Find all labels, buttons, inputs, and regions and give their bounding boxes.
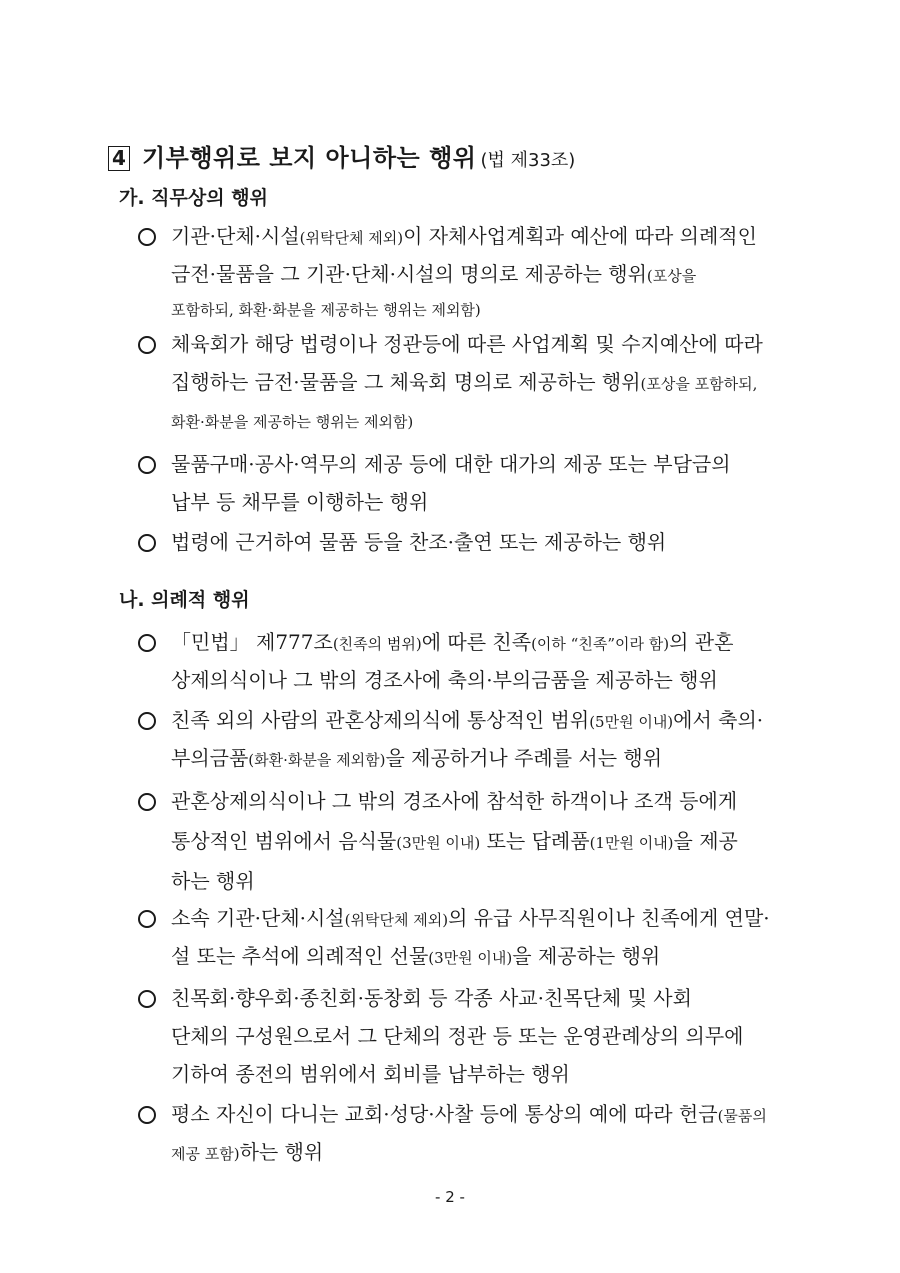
section-heading xyxy=(108,138,575,172)
item-line xyxy=(171,484,428,520)
text-run: 통상적인 범위에서 음식물 xyxy=(171,829,397,853)
text-run: 체육회가 해당 법령이나 정관등에 따른 사업계획 및 수지예산에 따라 xyxy=(171,332,763,356)
text-run: 평소 자신이 다니는 교회·성당·사찰 등에 통상의 예에 따라 헌금 xyxy=(171,1102,718,1126)
item-line xyxy=(171,364,757,400)
text-run-small: (포상을 포함하되, xyxy=(640,375,758,393)
text-run: 기하여 종전의 범위에서 회비를 납부하는 행위 xyxy=(171,1062,570,1086)
text-run: 에 따른 친족 xyxy=(421,630,532,654)
item-line xyxy=(171,446,731,482)
item-line xyxy=(171,402,413,438)
circle-bullet-icon xyxy=(138,534,156,552)
text-run: 물품구매·공사·역무의 제공 등에 대한 대가의 제공 또는 부담금의 xyxy=(171,452,731,476)
item-line xyxy=(171,1056,570,1092)
text-run: 부의금품 xyxy=(171,746,249,770)
text-run: 집행하는 금전·물품을 그 체육회 명의로 제공하는 행위 xyxy=(171,370,641,394)
text-run-small: (화환·화분을 제외함) xyxy=(248,751,386,769)
text-run-small: 화환·화분을 제공하는 행위는 제외함) xyxy=(171,413,414,431)
item-line xyxy=(171,783,737,819)
text-run: 법령에 근거하여 물품 등을 찬조·출연 또는 제공하는 행위 xyxy=(171,530,667,554)
text-run: 을 제공하는 행위 xyxy=(512,944,661,968)
item-line xyxy=(171,823,738,859)
text-run-small: (포상을 xyxy=(646,267,697,285)
circle-bullet-icon xyxy=(138,910,156,928)
text-run: 의 관혼 xyxy=(669,630,734,654)
text-run: 하는 행위 xyxy=(171,869,255,893)
circle-bullet-icon xyxy=(138,1106,156,1124)
text-run-small: (3만원 이내) xyxy=(396,834,481,852)
item-line xyxy=(171,1018,744,1054)
item-line xyxy=(171,326,763,362)
circle-bullet-icon xyxy=(138,228,156,246)
text-run: 을 제공 xyxy=(673,829,738,853)
page-number: - 2 - xyxy=(435,1188,465,1206)
text-run: 이 자체사업계획과 예산에 따라 의례적인 xyxy=(403,224,757,248)
section-law-reference: (법 제33조) xyxy=(480,150,576,171)
text-run: 기관·단체·시설 xyxy=(171,224,300,248)
text-run: 에서 축의· xyxy=(673,708,764,732)
text-run: 의 유급 사무직원이나 친족에게 연말· xyxy=(448,906,770,930)
item-line xyxy=(171,938,660,974)
text-run-small: (이하 “친족”이라 함) xyxy=(531,635,670,653)
circle-bullet-icon xyxy=(138,793,156,811)
item-line xyxy=(171,524,666,560)
text-run-small: (1만원 이내) xyxy=(589,834,674,852)
section-number-box: 4 xyxy=(108,146,130,171)
text-run: 납부 등 채무를 이행하는 행위 xyxy=(171,490,429,514)
item-line xyxy=(171,624,733,660)
text-run: 금전·물품을 그 기관·단체·시설의 명의로 제공하는 행위 xyxy=(171,262,647,286)
text-run-small: (위탁단체 제외) xyxy=(299,229,404,247)
circle-bullet-icon xyxy=(138,336,156,354)
text-run-small: (위탁단체 제외) xyxy=(344,911,449,929)
text-run: 관혼상제의식이나 그 밖의 경조사에 참석한 하객이나 조객 등에게 xyxy=(171,789,738,813)
text-run: 또는 답례품 xyxy=(480,829,590,853)
item-line xyxy=(171,980,692,1016)
text-run: 하는 행위 xyxy=(239,1140,324,1164)
item-line xyxy=(171,900,770,936)
text-run: 친족 외의 사람의 관혼상제의식에 통상적인 범위 xyxy=(171,708,590,732)
item-line xyxy=(171,740,662,776)
subsection-title-a: 가. 직무상의 행위 xyxy=(119,187,268,209)
text-run: 소속 기관·단체·시설 xyxy=(171,906,345,930)
text-run-small: (친족의 범위) xyxy=(332,635,422,653)
text-run: 상제의식이나 그 밖의 경조사에 축의·부의금품을 제공하는 행위 xyxy=(171,668,718,692)
item-line xyxy=(171,218,816,254)
circle-bullet-icon xyxy=(138,712,156,730)
text-run-small: 제공 포함) xyxy=(171,1145,240,1163)
text-run-small: (물품의 xyxy=(717,1107,767,1125)
item-line xyxy=(171,702,763,738)
circle-bullet-icon xyxy=(138,634,156,652)
item-line xyxy=(171,290,481,326)
circle-bullet-icon xyxy=(138,456,156,474)
text-run: 「민법」 제777조 xyxy=(171,630,333,654)
item-line xyxy=(171,256,696,292)
circle-bullet-icon xyxy=(138,990,156,1008)
text-run: 친목회·향우회·종친회·동창회 등 각종 사교·친목단체 및 사회 xyxy=(171,986,692,1010)
text-run-small: (3만원 이내) xyxy=(428,949,513,967)
text-run: 단체의 구성원으로서 그 단체의 정관 등 또는 운영관례상의 의무에 xyxy=(171,1024,744,1048)
item-line xyxy=(171,1134,323,1170)
text-run-small: (5만원 이내) xyxy=(589,713,674,731)
text-run: 을 제공하거나 주례를 서는 행위 xyxy=(385,746,663,770)
item-line xyxy=(171,662,718,698)
text-run-small: 포함하되, 화환·화분을 제공하는 행위는 제외함) xyxy=(171,301,481,319)
subsection-title-b: 나. 의례적 행위 xyxy=(119,589,250,611)
section-title: 기부행위로 보지 아니하는 행위 xyxy=(142,144,477,172)
item-line xyxy=(171,1096,767,1132)
text-run: 설 또는 추석에 의례적인 선물 xyxy=(171,944,429,968)
item-line xyxy=(171,863,255,899)
